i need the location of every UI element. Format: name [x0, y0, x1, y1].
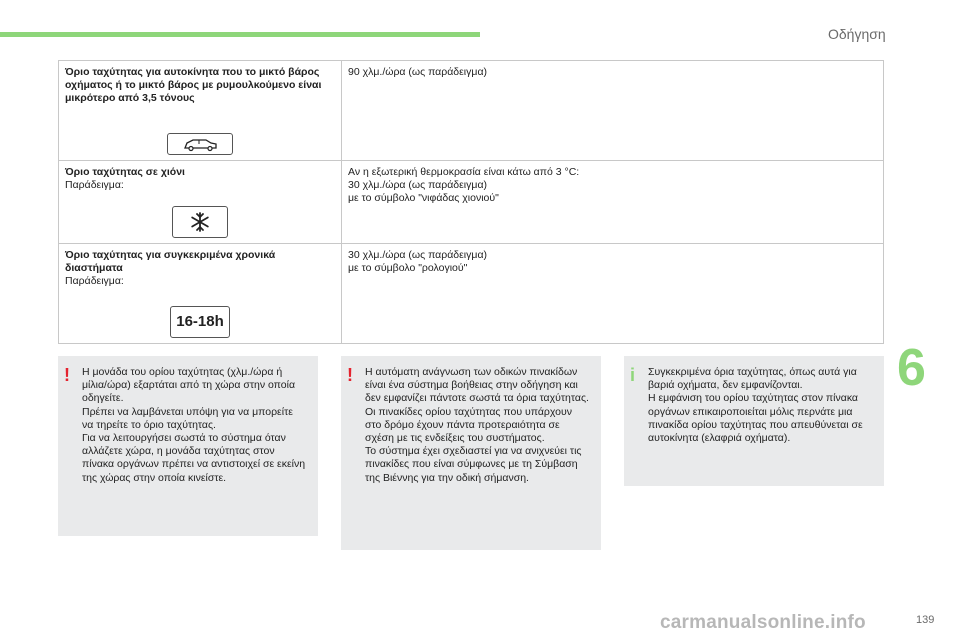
note-text: Συγκεκριμένα όρια ταχύτητας, όπως αυτά για βαριά οχήματα, δεν εμφανίζονται. Η εμφάνιση του ορίου ταχύτητας στον πίνακα οργάνων επικαιροποιείται μόλις περνάτε μια πινακίδα ορίου ταχύτητας που απευθύνεται σε αυτοκίνητα (ελαφριά οχήματα).	[648, 366, 863, 445]
row-subtitle: Παράδειγμα:	[65, 275, 124, 287]
table-row	[59, 244, 884, 344]
section-title: Οδήγηση	[828, 26, 886, 42]
warning-icon: !	[64, 365, 70, 385]
table-cell-description	[59, 161, 342, 244]
note-text: Η μονάδα του ορίου ταχύτητας (χλμ./ώρα ή μίλια/ώρα) εξαρτάται από τη χώρα στην οποία οδηγείτε. Πρέπει να λαμβάνεται υπόψη για να μπορείτε να τηρείτε το όριο ταχύτητας. Για να λειτουργήσει σωστά το σύστημα όταν αλλάζετε χώρα, η μονάδα ταχύτητας στον πίνακα οργάνων πρέπει να αντιστοιχεί σε εκείνη της χώρας στην οποία κινείστε.	[82, 366, 306, 484]
row-value: 90 χλμ./ώρα (ως παράδειγμα)	[348, 66, 488, 78]
row-title: Όριο ταχύτητας για συγκεκριμένα χρονικά διαστήματα	[65, 249, 276, 274]
row-subtitle: Παράδειγμα:	[65, 179, 124, 191]
note-text: Η αυτόματη ανάγνωση των οδικών πινακίδων είναι ένα σύστημα βοήθειας στην οδήγηση και δεν εμφανίζει πάντοτε σωστά τα όρια ταχύτητας. Οι πινακίδες ορίου ταχύτητας που υπάρχουν στο δρόμο έχουν πάντα προτεραιότητα σε σχέση με τις ενδείξεις του συστήματος. Το σύστημα έχει σχεδιαστεί για να ανιχνεύει τις πινακίδες που είναι σύμφωνες με τη Σύμβαση της Βιέννης για την οδική σήμανση.	[365, 366, 589, 484]
warning-icon: !	[347, 365, 353, 385]
time-range-sign	[170, 306, 230, 338]
table-cell-value	[342, 161, 884, 244]
table-cell-description	[59, 61, 342, 161]
row-value: Αν η εξωτερική θερμοκρασία είναι κάτω από 3 °C: 30 χλμ./ώρα (ως παράδειγμα) με το σύμβολο "νιφάδας χιονιού"	[348, 166, 580, 204]
row-title: Όριο ταχύτητας σε χιόνι	[65, 166, 185, 178]
info-note	[624, 356, 884, 486]
page-number: 139	[916, 614, 935, 626]
table-row	[59, 161, 884, 244]
table-cell-value	[342, 61, 884, 161]
info-icon: i	[630, 365, 636, 385]
table-cell-description	[59, 244, 342, 344]
row-title: Όριο ταχύτητας για αυτοκίνητα που το μικτό βάρος οχήματος ή το μικτό βάρος με ρυμουλκούμενο είναι μικρότερο από 3,5 τόνους	[65, 66, 322, 104]
table-row	[59, 61, 884, 161]
row-value: 30 χλμ./ώρα (ως παράδειγμα) με το σύμβολο "ρολογιού"	[348, 249, 488, 274]
car-icon	[167, 133, 233, 155]
snowflake-icon	[172, 206, 228, 238]
warning-note-system	[341, 356, 601, 550]
table-cell-value	[342, 244, 884, 344]
speed-limit-table	[58, 60, 884, 344]
warning-note-unit	[58, 356, 318, 536]
chapter-number: 6	[897, 339, 926, 397]
top-accent-bar	[0, 32, 480, 37]
time-range-label: 16-18h	[176, 313, 224, 330]
watermark: carmanualsonline.info	[660, 612, 866, 633]
